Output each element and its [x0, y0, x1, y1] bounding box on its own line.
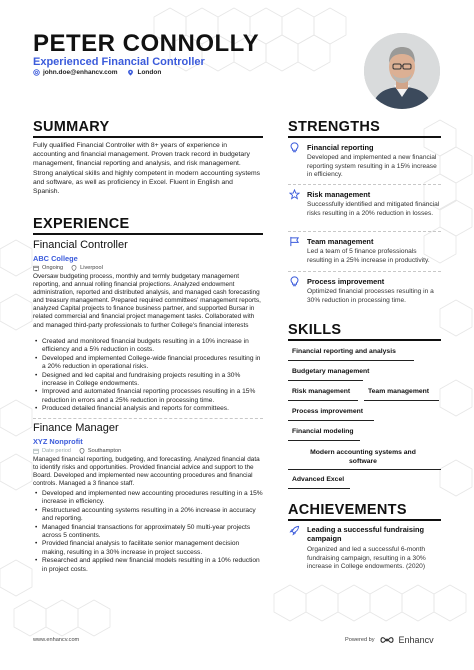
job-title: Finance Manager — [33, 422, 119, 434]
location-contact — [127, 69, 161, 76]
skill-underline — [288, 488, 350, 489]
lightbulb-icon — [289, 276, 300, 287]
job-achievement-item: • Designed and led capital and fundraising projects resulting in a 30% increase in College endowments. — [33, 372, 263, 389]
location-text: London — [137, 69, 162, 76]
job-achievement-item: • Improved and automated financial reporting processes resulting in a 15% reduction in errors and a 25% reduction in processing time. — [33, 388, 263, 405]
summary-divider — [33, 136, 263, 138]
strength-description: Developed and implemented a new financial reporting system resulting in a 15% increase in efficiency. — [307, 154, 437, 179]
job-achievement-item: • Managed financial transactions for approximately 50 multi-year projects across 5 continents. — [33, 524, 263, 541]
strength-description: Optimized financial processes resulting in a 30% reduction in processing time. — [307, 288, 434, 304]
skill-underline — [288, 400, 358, 401]
powered-by-text: Powered by — [345, 637, 375, 643]
job-achievement-item: • Created and monitored financial budgets resulting in a 10% increase in efficiency and a 5% reduction in costs. — [33, 338, 263, 355]
job-divider — [33, 418, 263, 419]
skill-tag: Modern accounting systems and software — [310, 449, 416, 465]
job-achievement-item: • Produced detailed financial analysis and reports for committees. — [33, 405, 263, 413]
skill-underline — [288, 360, 414, 361]
star-icon — [289, 189, 300, 200]
job-meta — [33, 448, 121, 454]
strengths-heading: STRENGTHS — [288, 119, 381, 135]
skill-tag: Team management — [368, 388, 430, 395]
strength-divider — [288, 231, 441, 232]
job-date — [33, 265, 63, 271]
location-pin-icon — [127, 69, 134, 76]
email-text: john.doe@enhancv.com — [43, 69, 118, 76]
contact-info — [33, 69, 161, 76]
strengths-divider — [288, 136, 441, 138]
calendar-icon — [33, 448, 39, 454]
skill-tag: Financial reporting and analysis — [292, 348, 396, 355]
skill-underline — [288, 380, 363, 381]
rocket-icon — [289, 525, 300, 536]
job-location — [79, 448, 121, 454]
strength-description: Led a team of 5 finance professionals resulting in a 25% increase in productivity. — [307, 248, 430, 264]
candidate-name: PETER CONNOLLY — [33, 30, 260, 57]
skills-divider — [288, 339, 441, 341]
achievement-title: Leading a successful fundraising campaign — [307, 525, 425, 543]
job-location-text: Southampton — [87, 448, 122, 454]
strength-title: Process improvement — [307, 277, 385, 286]
footer-website[interactable]: www.enhancv.com — [33, 637, 80, 643]
profile-photo — [364, 33, 440, 109]
summary-heading: SUMMARY — [33, 119, 110, 135]
job-title: Financial Controller — [33, 239, 128, 251]
job-achievement-item: • Developed and implemented new accounting procedures resulting in a 15% increase in efficiency. — [33, 490, 263, 507]
experience-heading: EXPERIENCE — [33, 216, 130, 232]
at-icon — [33, 69, 40, 76]
job-achievement-item: • Restructured accounting systems resulting in a 20% increase in accuracy and reporting. — [33, 507, 263, 524]
job-achievement-item: • Provided financial analysis to facilitate senior management decision making, resulting in a 30% increase in project success. — [33, 540, 263, 557]
skill-tag: Budgetary management — [292, 368, 370, 375]
skill-underline — [288, 440, 360, 441]
job-achievements-list — [33, 490, 263, 574]
job-description: Oversaw budgeting process, monthly and termly budgetary management reporting, and annual rolling financial projections. Analyzed endowment administration, reported and distributed analysis, and managed cash forecasting and treasury management. Prepared required committees' management reports, analyzed Capital projects to finance business partner, and supported Bursar in related commercial and financial project management tasks. Collaborated with and managed third-party professionals to further College's financial interests — [33, 273, 261, 329]
skill-tag: Risk management — [292, 388, 351, 395]
skills-heading: SKILLS — [288, 322, 342, 338]
strength-description: Successfully identified and mitigated financial risks resulting in a 20% reduction in losses. — [307, 201, 440, 217]
job-achievements-list — [33, 338, 263, 414]
job-date-text: Ongoing — [42, 265, 64, 271]
calendar-icon — [33, 265, 39, 271]
skill-underline — [288, 420, 374, 421]
skill-tag: Financial modeling — [292, 428, 354, 435]
skill-tag: Advanced Excel — [292, 476, 345, 483]
strength-title: Team management — [307, 237, 374, 246]
location-pin-icon — [71, 265, 77, 271]
strength-title: Risk management — [307, 190, 371, 199]
achievements-divider — [288, 519, 441, 521]
job-date — [33, 448, 71, 454]
skill-tag: Process improvement — [292, 408, 364, 415]
job-date-text: Date period — [42, 448, 71, 454]
candidate-title: Experienced Financial Controller — [33, 56, 205, 68]
achievements-heading: ACHIEVEMENTS — [288, 502, 407, 518]
job-achievement-item: • Researched and applied new financial models resulting in a 10% reduction in project costs. — [33, 557, 263, 574]
footer-branding — [345, 635, 434, 645]
achievement-description: Organized and led a successful 6-month fundraising campaign, resulting in a 30% increase in College endowments. (2020) — [307, 546, 426, 571]
company-name: ABC College — [33, 254, 78, 263]
strength-divider — [288, 184, 441, 185]
email-contact[interactable] — [33, 69, 117, 76]
job-description: Managed financial reporting, budgeting, and forecasting. Analyzed financial data to identify risks and opportunities. Provided financial advice and support to the Board. Developed and implemented new accounting procedures and financial controls. Managed a 3 finance staff. — [33, 456, 260, 488]
brand-name: Enhancv — [398, 635, 434, 645]
skill-underline — [364, 400, 439, 401]
company-name: XYZ Nonprofit — [33, 437, 83, 446]
job-location-text: Liverpool — [80, 265, 103, 271]
location-pin-icon — [79, 448, 85, 454]
summary-text: Fully qualified Financial Controller with 8+ years of experience in accounting and financial management. Proven track record in budgetary management, financial reporting and analysis, and risk management. Strong analytical skills and highly competent in modern accounting systems and software, as well as proficiency in Excel. Fluent in English and Spanish. — [33, 142, 261, 196]
job-meta — [33, 265, 103, 271]
skill-underline — [288, 469, 441, 470]
lightbulb-icon — [289, 142, 300, 153]
flag-icon — [289, 236, 300, 247]
job-achievement-item: • Developed and implemented College-wide financial procedures resulting in a 20% reduction in operational risks. — [33, 355, 263, 372]
strength-divider — [288, 271, 441, 272]
experience-divider — [33, 233, 263, 235]
enhancv-logo-icon — [380, 636, 394, 644]
job-location — [71, 265, 103, 271]
strength-title: Financial reporting — [307, 143, 374, 152]
